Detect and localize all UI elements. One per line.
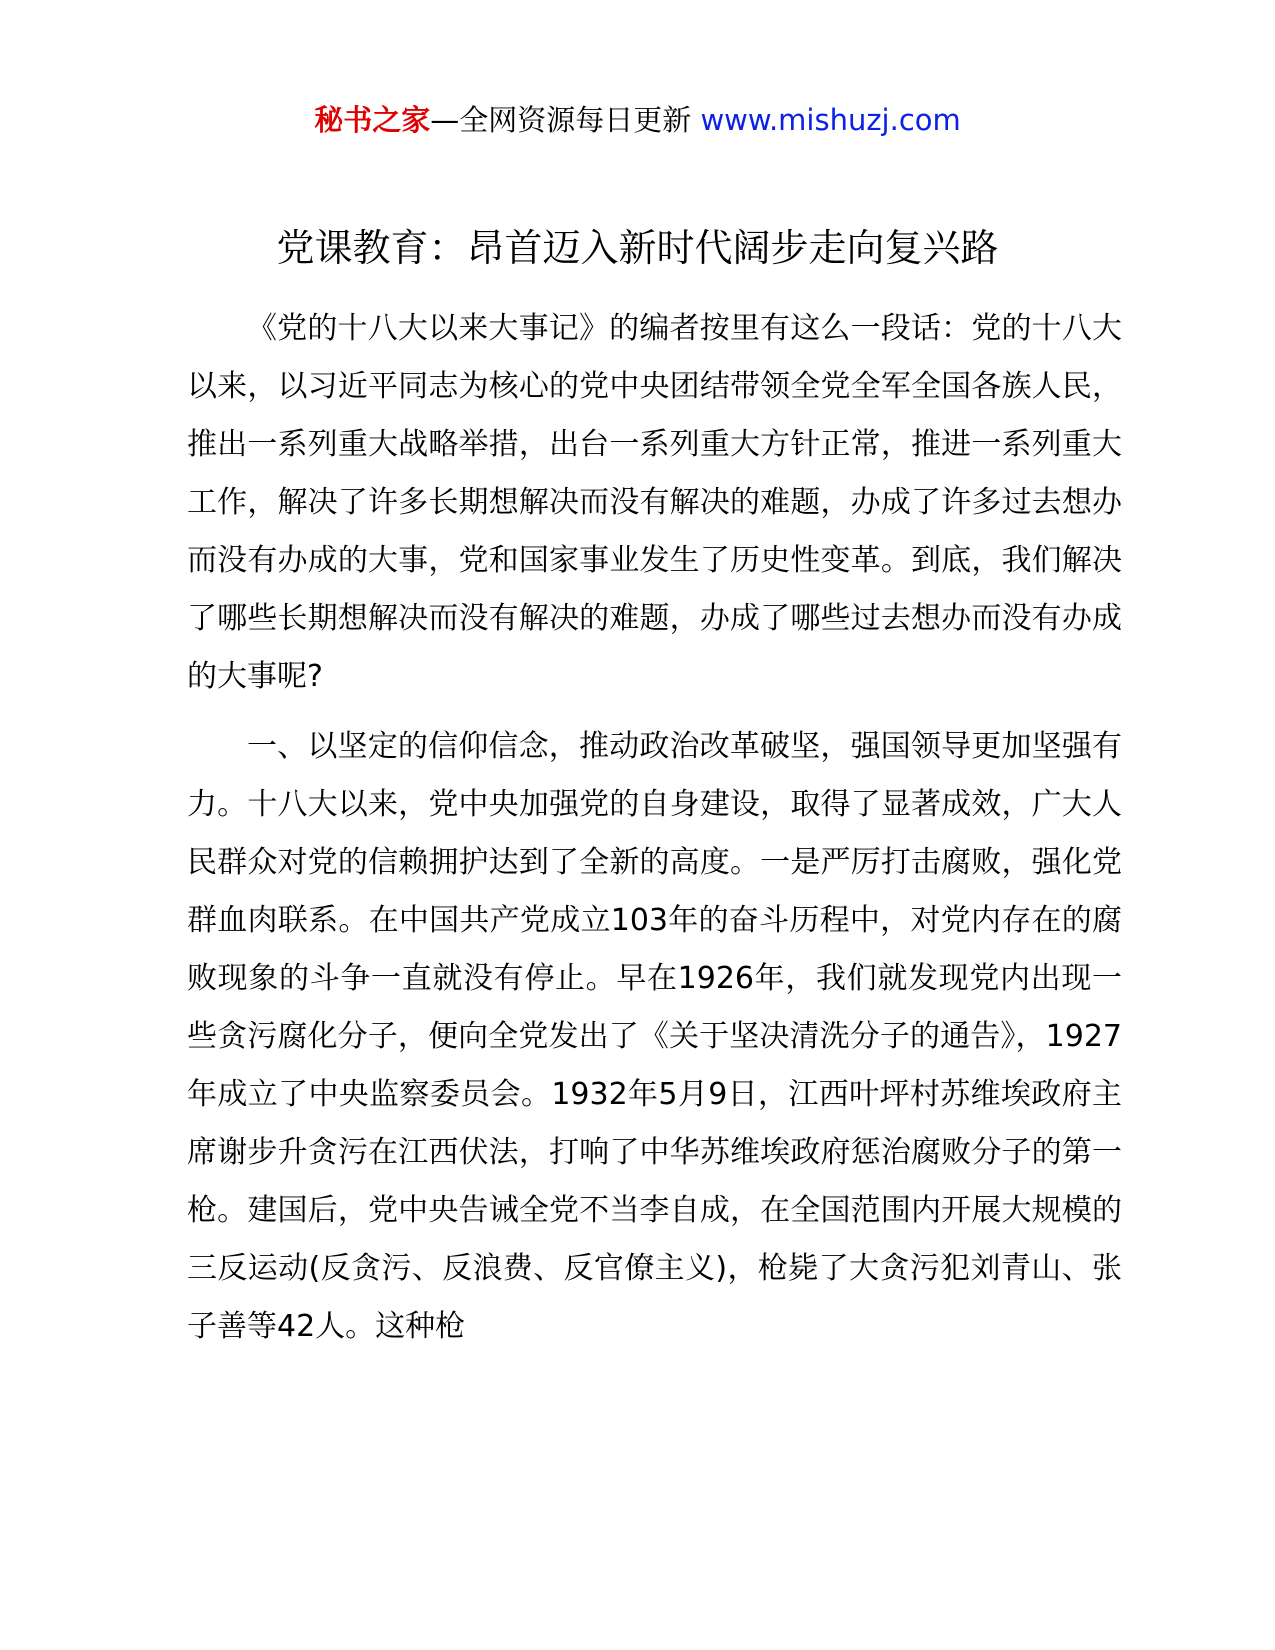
site-brand: 秘书之家 [314,103,431,137]
document-body [187,300,1122,1356]
site-header [0,100,1275,140]
paragraph-intro: 《党的十八大以来大事记》的编者按里有这么一段话：党的十八大以来，以习近平同志为核心的党中央团结带领全党全军全国各族人民，推出一系列重大战略举措，出台一系列重大方针正常，推进一系列重大工作，解决了许多长期想解决而没有解决的难题，办成了许多过去想办而没有办成的大事，党和国家事业发生了历史性变革。到底，我们解决了哪些长期想解决而没有解决的难题，办成了哪些过去想办而没有办成的大事呢? [187,311,1122,694]
site-url-link[interactable]: www.mishuzj.com [700,103,961,137]
paragraph-section-one: 一、以坚定的信仰信念，推动政治改革破坚，强国领导更加坚强有力。十八大以来，党中央加强党的自身建设，取得了显著成效，广大人民群众对党的信赖拥护达到了全新的高度。一是严厉打击腐败，强化党群血肉联系。在中国共产党成立103年的奋斗历程中，对党内存在的腐败现象的斗争一直就没有停止。早在1926年，我们就发现党内出现一些贪污腐化分子，便向全党发出了《关于坚决清洗分子的通告》，1927年成立了中央监察委员会。1932年5月9日，江西叶坪村苏维埃政府主席谢步升贪污在江西伏法，打响了中华苏维埃政府惩治腐败分子的第一枪。建国后，党中央告诫全党不当李自成，在全国范围内开展大规模的三反运动(反贪污、反浪费、反官僚主义)，枪毙了大贪污犯刘青山、张子善等42人。这种枪 [187,729,1122,1344]
site-tagline: —全网资源每日更新 [430,103,701,137]
document-title: 党课教育：昂首迈入新时代阔步走向复兴路 [276,226,999,270]
